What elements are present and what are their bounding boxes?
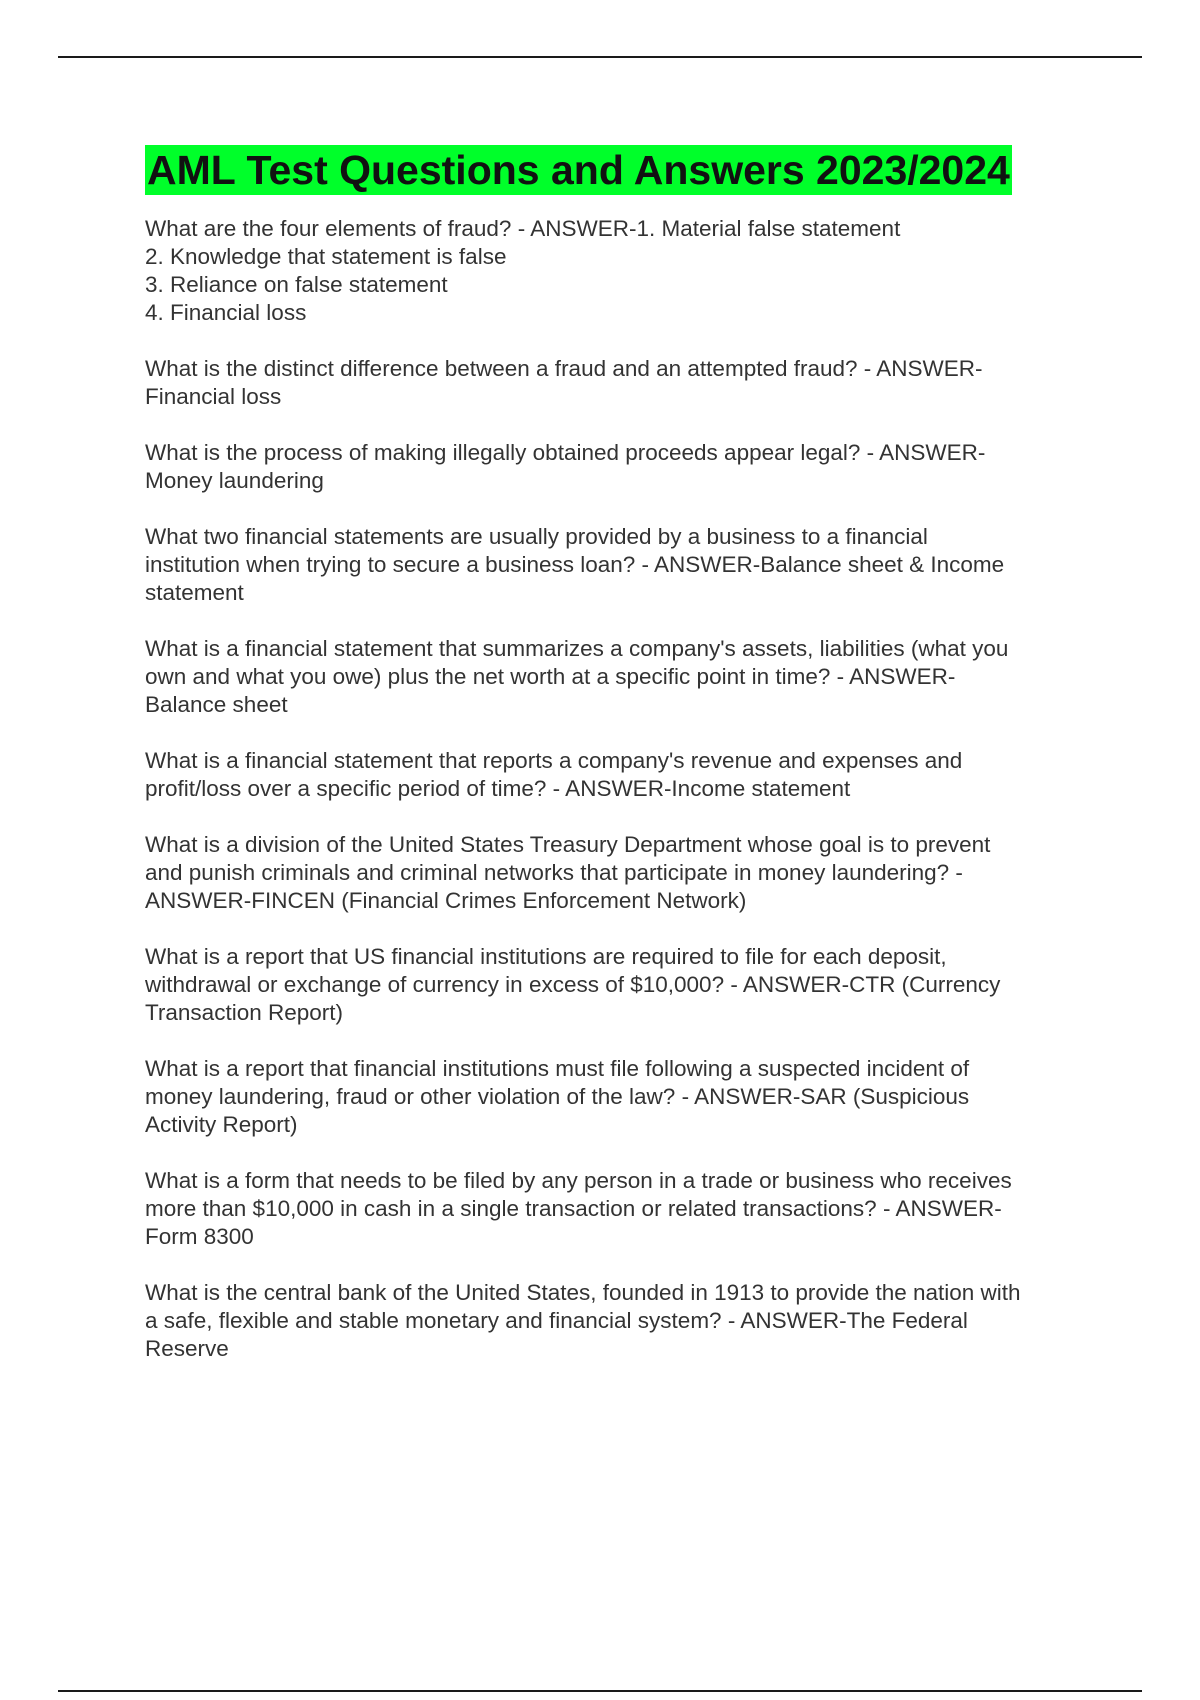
qa-text-line: What is a report that financial institutions must file following a suspected incident of (145, 1056, 970, 1081)
qa-entry (145, 1279, 1085, 1363)
qa-text-line: withdrawal or exchange of currency in excess of $10,000? - ANSWER-CTR (Currency (145, 972, 1001, 997)
qa-text-line: ANSWER-FINCEN (Financial Crimes Enforcement Network) (145, 888, 747, 913)
qa-text-line: a safe, flexible and stable monetary and financial system? - ANSWER-The Federal (145, 1308, 968, 1333)
qa-text-line: Form 8300 (145, 1224, 254, 1249)
qa-text-line: Transaction Report) (145, 1000, 343, 1025)
qa-entry (145, 1055, 1085, 1139)
qa-entry (145, 215, 1085, 327)
qa-text-line: more than $10,000 in cash in a single transaction or related transactions? - ANSWER- (145, 1196, 1002, 1221)
document-body (145, 145, 1085, 1391)
qa-text-line: 4. Financial loss (145, 300, 307, 325)
qa-text-line: Balance sheet (145, 692, 288, 717)
qa-text-line: What is a report that US financial institutions are required to file for each deposit, (145, 944, 947, 969)
qa-text-line: statement (145, 580, 244, 605)
qa-text-line: money laundering, fraud or other violation of the law? - ANSWER-SAR (Suspicious (145, 1084, 970, 1109)
qa-text-line: Money laundering (145, 468, 324, 493)
qa-entry (145, 523, 1085, 607)
qa-entry (145, 943, 1085, 1027)
qa-text-line: What is a financial statement that reports a company's revenue and expenses and (145, 748, 963, 773)
bottom-rule (58, 1690, 1142, 1692)
qa-entry (145, 1167, 1085, 1251)
qa-text-line: What is the process of making illegally obtained proceeds appear legal? - ANSWER- (145, 440, 986, 465)
qa-text-line: Financial loss (145, 384, 282, 409)
qa-text-line: profit/loss over a specific period of time? - ANSWER-Income statement (145, 776, 851, 801)
qa-entry (145, 747, 1085, 803)
qa-text-line: Reserve (145, 1336, 229, 1361)
qa-text-line: What two financial statements are usually provided by a business to a financial (145, 524, 928, 549)
qa-text-line: What is the distinct difference between a fraud and an attempted fraud? - ANSWER- (145, 356, 983, 381)
top-rule (58, 56, 1142, 58)
qa-text-line: Activity Report) (145, 1112, 298, 1137)
qa-text-line: 3. Reliance on false statement (145, 272, 448, 297)
qa-entry (145, 635, 1085, 719)
qa-text-line: What is the central bank of the United States, founded in 1913 to provide the nation with (145, 1280, 1021, 1305)
qa-entry (145, 831, 1085, 915)
qa-text-line: What is a division of the United States Treasury Department whose goal is to prevent (145, 832, 991, 857)
qa-text-line: own and what you owe) plus the net worth at a specific point in time? - ANSWER- (145, 664, 956, 689)
document-title: AML Test Questions and Answers 2023/2024 (147, 147, 1010, 193)
qa-text-line: institution when trying to secure a business loan? - ANSWER-Balance sheet & Income (145, 552, 1005, 577)
qa-text-line: What is a form that needs to be filed by any person in a trade or business who receives (145, 1168, 1012, 1193)
qa-text-line: and punish criminals and criminal networks that participate in money laundering? - (145, 860, 963, 885)
qa-text-line: 2. Knowledge that statement is false (145, 244, 507, 269)
qa-entry (145, 439, 1085, 495)
qa-text-line: What are the four elements of fraud? - ANSWER-1. Material false statement (145, 216, 901, 241)
qa-list (145, 215, 1085, 1363)
qa-entry (145, 355, 1085, 411)
qa-text-line: What is a financial statement that summarizes a company's assets, liabilities (what you (145, 636, 1009, 661)
